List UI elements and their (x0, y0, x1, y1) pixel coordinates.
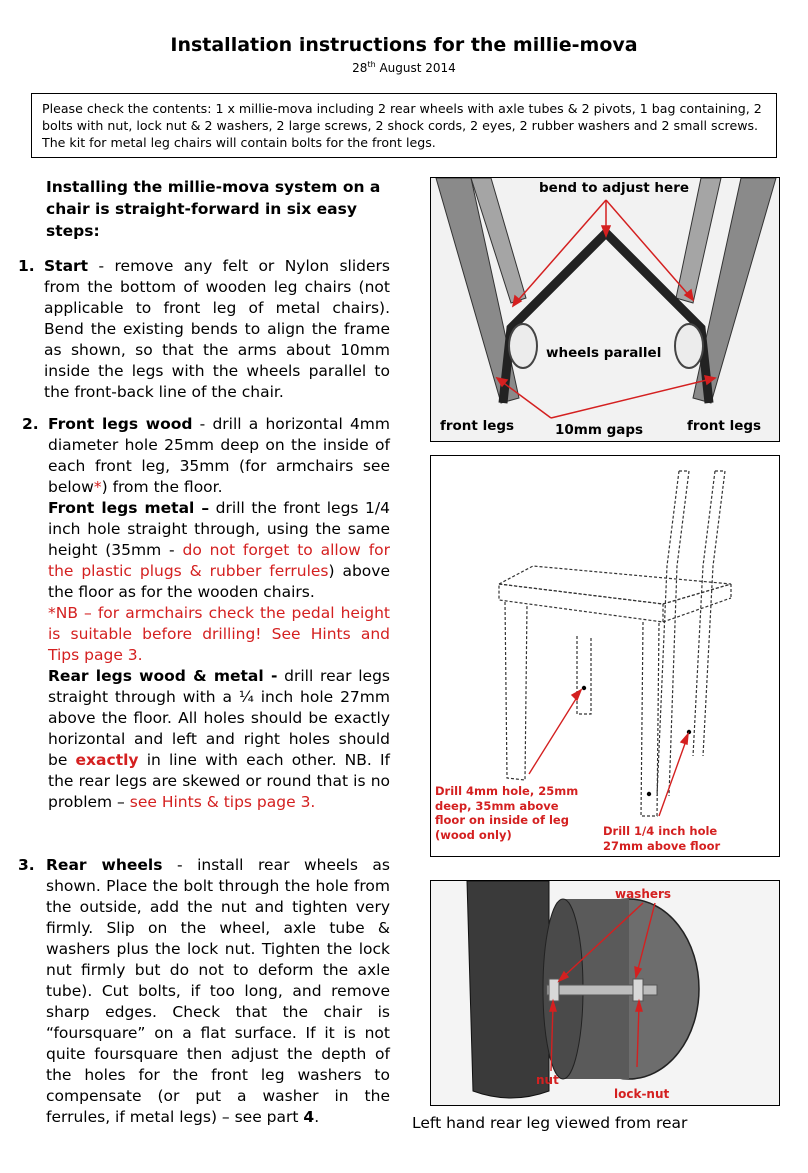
label-gaps: 10mm gaps (555, 422, 644, 438)
label-drill-front: Drill 4mm hole, 25mm deep, 35mm above floor on inside of leg (wood only) (435, 784, 579, 842)
step-number: 3. (18, 856, 35, 874)
contents-box: Please check the contents: 1 x millie-mova including 2 rear wheels with axle tubes & 2 pivots, 1 bag containing, 2 bolts with nut, lock nut & 2 washers, 2 large screws, 2 shock cords, 2 eyes, 2 rubber washers and 2 small screws. The kit for metal leg chairs will contain bolts for the front legs. (31, 93, 777, 158)
label-nut: nut (536, 1073, 559, 1087)
rear-wheel-photo-illustration (431, 881, 780, 1106)
frame-photo-illustration (431, 178, 780, 442)
label-lock-nut: lock-nut (614, 1087, 670, 1101)
step-number: 2. (22, 415, 39, 433)
page-title: Installation instructions for the millie-mova (170, 34, 638, 56)
label-front-legs-left: front legs (440, 418, 515, 434)
figure-frame-bend (430, 177, 780, 442)
step-number: 1. (18, 257, 35, 275)
step-2-text: Front legs wood - drill a horizontal 4mm diameter hole 25mm deep on the inside of each front leg, 35mm (for armchairs see below*) from the floor. Front legs metal – drill the front legs 1/4 inch hole straight through, using the same height (35mm - do not forget to allow for the plastic plugs & rubber ferrules) above the floor as for the wooden chairs. *NB – for armchairs check the pedal height is suitable before drilling! See Hints and Tips page 3. Rear legs wood & metal - drill rear legs straight through with a ¼ inch hole 27mm above the floor. All holes should be exactly horizontal and left and right holes should be exactly in line with each other. NB. If the rear legs are skewed or round that is no problem – see Hints & tips page 3. (48, 415, 391, 811)
figure-caption: Left hand rear leg viewed from rear (412, 1114, 688, 1132)
label-bend: bend to adjust here (539, 180, 690, 196)
label-wheels-parallel: wheels parallel (546, 345, 662, 361)
figure-rear-wheel (430, 880, 780, 1106)
step-3-text: Rear wheels - install rear wheels as shown. Place the bolt through the hole from the outside, add the nut and tighten very firmly. Slip on the wheel, axle tube & washers plus the lock nut. Tighten the lock nut firmly but do not to deform the axle tube). Cut bolts, if too long, and remove sharp edges. Check that the chair is “foursquare” on a flat surface. If it is not quite foursquare then adjust the depth of the holes for the front leg washers to compensate (or put a washer in the ferrules, if metal legs) – see part 4. (46, 856, 391, 1126)
label-front-legs-right: front legs (687, 418, 762, 434)
intro-heading: Installing the millie-mova system on a chair is straight-forward in six easy steps: (46, 178, 381, 240)
label-drill-rear: Drill 1/4 inch hole 27mm above floor (603, 824, 721, 853)
figure-chair-drawing (430, 455, 780, 857)
step-1-text: Start - remove any felt or Nylon sliders from the bottom of wooden leg chairs (not applicable to front leg of metal chairs). Bend the existing bends to align the frame as shown, so that the arms about 10mm inside the legs with the wheels parallel to the front-back line of the chair. (44, 257, 390, 401)
label-washers: washers (615, 887, 672, 901)
document-date: 28th August 2014 (352, 60, 456, 75)
